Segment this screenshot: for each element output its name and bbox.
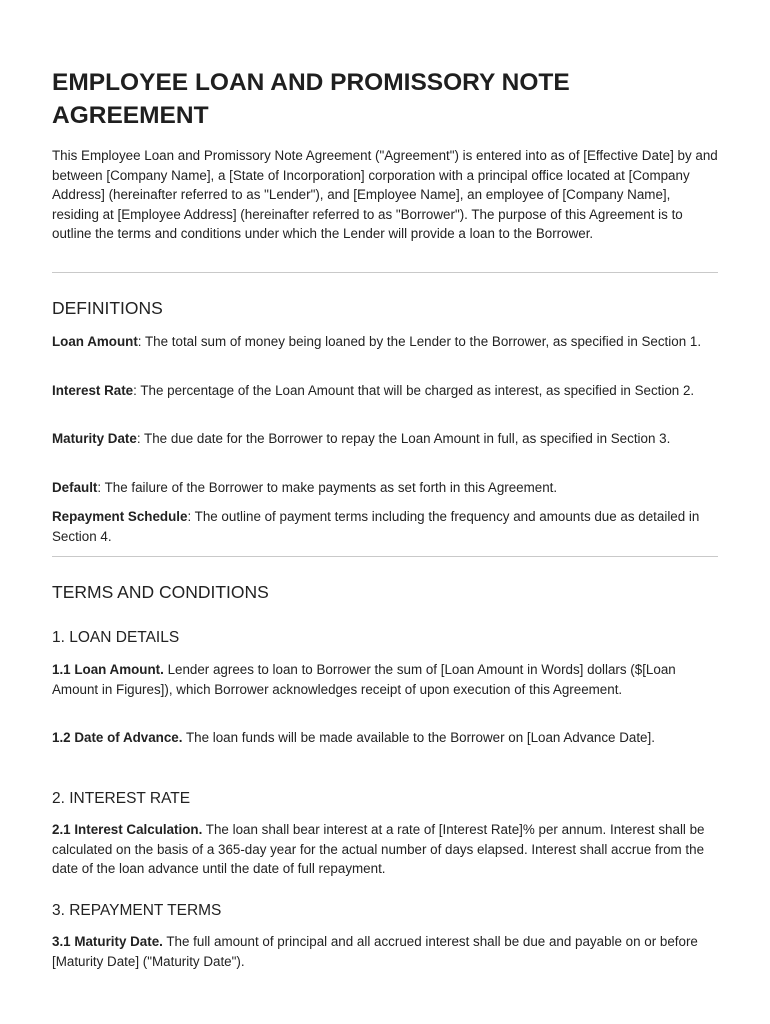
definition-term: Interest Rate	[52, 383, 134, 398]
definition-term: Default	[52, 480, 98, 495]
clause-text: The loan shall bear interest at a rate of [Interest Rate]% per annum. Interest shall be calculated on the basis of a 365-day year for the actual number of days elapsed. Interest shall accrue from the date of the loan advance until the date of full repayment.	[52, 822, 705, 877]
clause-2-1	[52, 820, 720, 879]
clause-label: 2.1 Interest Calculation.	[52, 822, 203, 837]
section-divider	[52, 272, 718, 273]
clause-text: The full amount of principal and all accrued interest shall be due and payable on or before [Maturity Date] ("Maturity Date").	[52, 934, 698, 969]
clause-1-2	[52, 728, 720, 748]
document-title: EMPLOYEE LOAN AND PROMISSORY NOTE AGREEMENT	[52, 69, 570, 129]
definition-item	[52, 429, 720, 449]
definitions-heading: DEFINITIONS	[52, 298, 163, 318]
definition-text: : The failure of the Borrower to make payments as set forth in this Agreement.	[97, 480, 558, 495]
section-heading-repayment-terms: 3. REPAYMENT TERMS	[52, 902, 222, 919]
clause-label: 1.1 Loan Amount.	[52, 662, 164, 677]
terms-heading: TERMS AND CONDITIONS	[52, 582, 269, 602]
intro-paragraph: This Employee Loan and Promissory Note Agreement ("Agreement") is entered into as of [Effective Date] by and between [Company Name], a [State of Incorporation] corporation with a principal office located at [Company Address] (hereinafter referred to as "Lender"), and [Employee Name], an employee of [Company Name], residing at [Employee Address] (hereinafter referred to as "Borrower"). The purpose of this Agreement is to outline the terms and conditions under which the Lender will provide a loan to the Borrower.	[52, 148, 718, 242]
definition-item	[52, 507, 720, 546]
definition-item	[52, 478, 720, 498]
section-divider	[52, 556, 718, 557]
section-heading-loan-details: 1. LOAN DETAILS	[52, 629, 180, 646]
definition-text: : The percentage of the Loan Amount that will be charged as interest, as specified in Section 2.	[133, 383, 695, 398]
definition-text: : The due date for the Borrower to repay the Loan Amount in full, as specified in Section 3.	[136, 431, 671, 446]
clause-label: 3.1 Maturity Date.	[52, 934, 163, 949]
clause-label: 1.2 Date of Advance.	[52, 730, 183, 745]
clause-text: Lender agrees to loan to Borrower the sum of [Loan Amount in Words] dollars ($[Loan Amount in Figures]), which Borrower acknowledges receipt of upon execution of this Agreement.	[52, 662, 676, 697]
clause-3-1	[52, 932, 720, 971]
definition-item	[52, 332, 720, 352]
definition-term: Maturity Date	[52, 431, 137, 446]
definition-text: : The outline of payment terms including the frequency and amounts due as detailed in Section 4.	[52, 509, 700, 544]
definition-text: : The total sum of money being loaned by the Lender to the Borrower, as specified in Section 1.	[137, 334, 702, 349]
definition-term: Loan Amount	[52, 334, 138, 349]
section-heading-interest-rate: 2. INTEREST RATE	[52, 790, 191, 807]
definition-term: Repayment Schedule	[52, 509, 188, 524]
clause-text: The loan funds will be made available to the Borrower on [Loan Advance Date].	[182, 730, 655, 745]
definition-item	[52, 381, 720, 401]
clause-1-1	[52, 660, 720, 699]
